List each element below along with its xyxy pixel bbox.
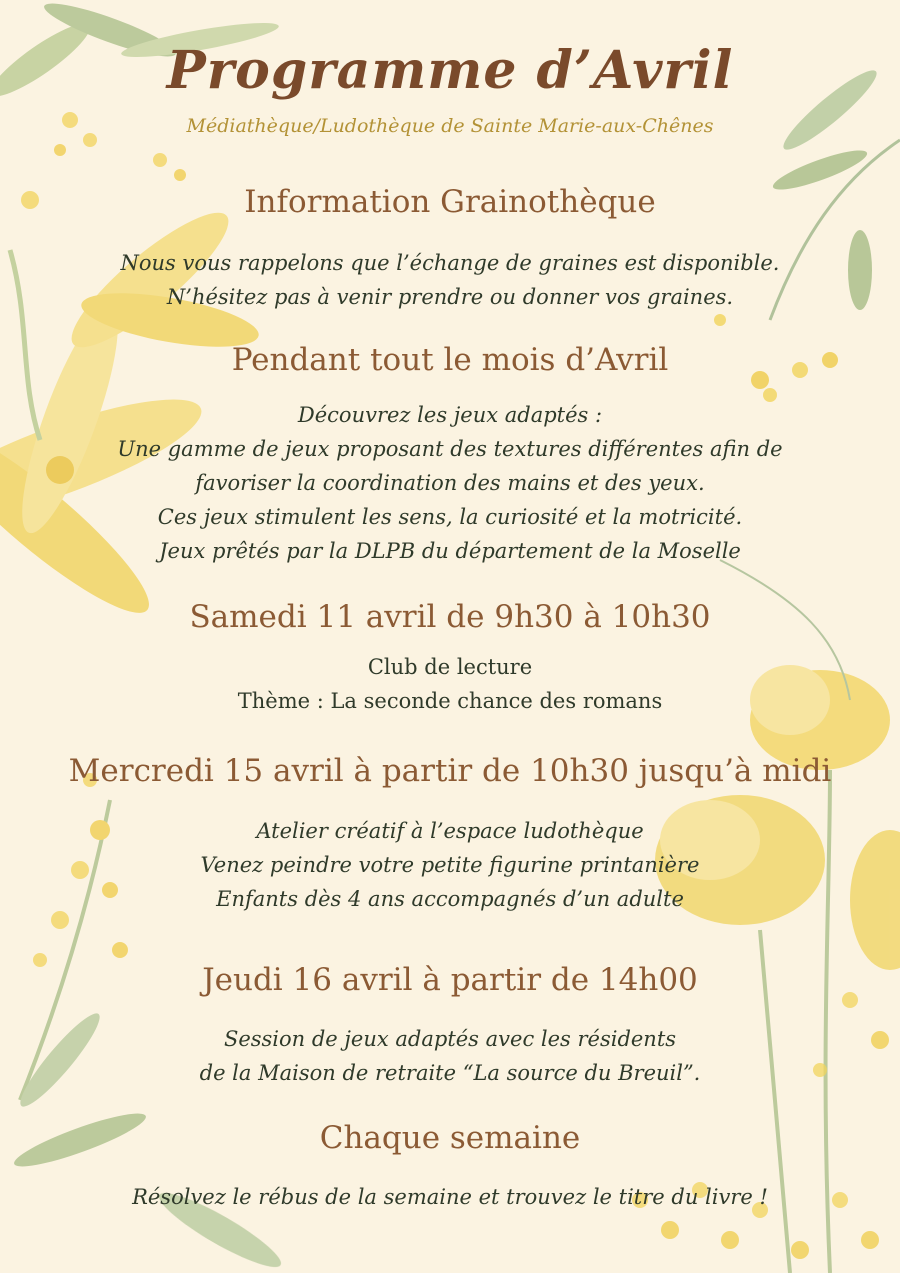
section-heading-samedi: Samedi 11 avril de 9h30 à 10h30 — [189, 599, 711, 635]
text-line: Jeux prêtés par la DLPB du département de la Moselle — [159, 539, 741, 563]
section-body-grainotheque — [0, 246, 900, 314]
section-body-mois-avril — [0, 398, 900, 568]
text-line: favoriser la coordination des mains et des yeux. — [195, 471, 705, 495]
text-line: Découvrez les jeux adaptés : — [297, 403, 603, 427]
section-body-mercredi — [0, 814, 900, 916]
text-line: Club de lecture — [367, 655, 533, 679]
text-line: Session de jeux adaptés avec les résidents — [223, 1027, 677, 1051]
text-line: Une gamme de jeux proposant des textures différentes afin de — [117, 437, 783, 461]
page-title: Programme d’Avril — [166, 40, 734, 101]
section-body-chaque-semaine — [0, 1180, 900, 1214]
section-heading-jeudi: Jeudi 16 avril à partir de 14h00 — [202, 962, 698, 998]
text-line: Thème : La seconde chance des romans — [237, 689, 663, 713]
page-subtitle: Médiathèque/Ludothèque de Sainte Marie-aux-Chênes — [186, 115, 714, 137]
section-body-samedi — [0, 650, 900, 718]
text-line: Nous vous rappelons que l’échange de graines est disponible. — [120, 251, 780, 275]
section-heading-chaque-semaine: Chaque semaine — [319, 1120, 581, 1156]
text-line: Ces jeux stimulent les sens, la curiosité et la motricité. — [157, 505, 743, 529]
section-heading-grainotheque: Information Grainothèque — [244, 184, 656, 220]
text-line: Atelier créatif à l’espace ludothèque — [256, 819, 644, 843]
text-line: N’hésitez pas à venir prendre ou donner vos graines. — [166, 285, 734, 309]
text-line: Enfants dès 4 ans accompagnés d’un adulte — [216, 887, 684, 911]
section-heading-mercredi: Mercredi 15 avril à partir de 10h30 jusqu’à midi — [68, 753, 832, 789]
text-line: Venez peindre votre petite figurine printanière — [200, 853, 700, 877]
text-line: de la Maison de retraite “La source du Breuil”. — [199, 1061, 701, 1085]
section-heading-mois-avril: Pendant tout le mois d’Avril — [231, 342, 669, 378]
section-body-jeudi — [0, 1022, 900, 1090]
text-line: Résolvez le rébus de la semaine et trouvez le titre du livre ! — [132, 1185, 768, 1209]
